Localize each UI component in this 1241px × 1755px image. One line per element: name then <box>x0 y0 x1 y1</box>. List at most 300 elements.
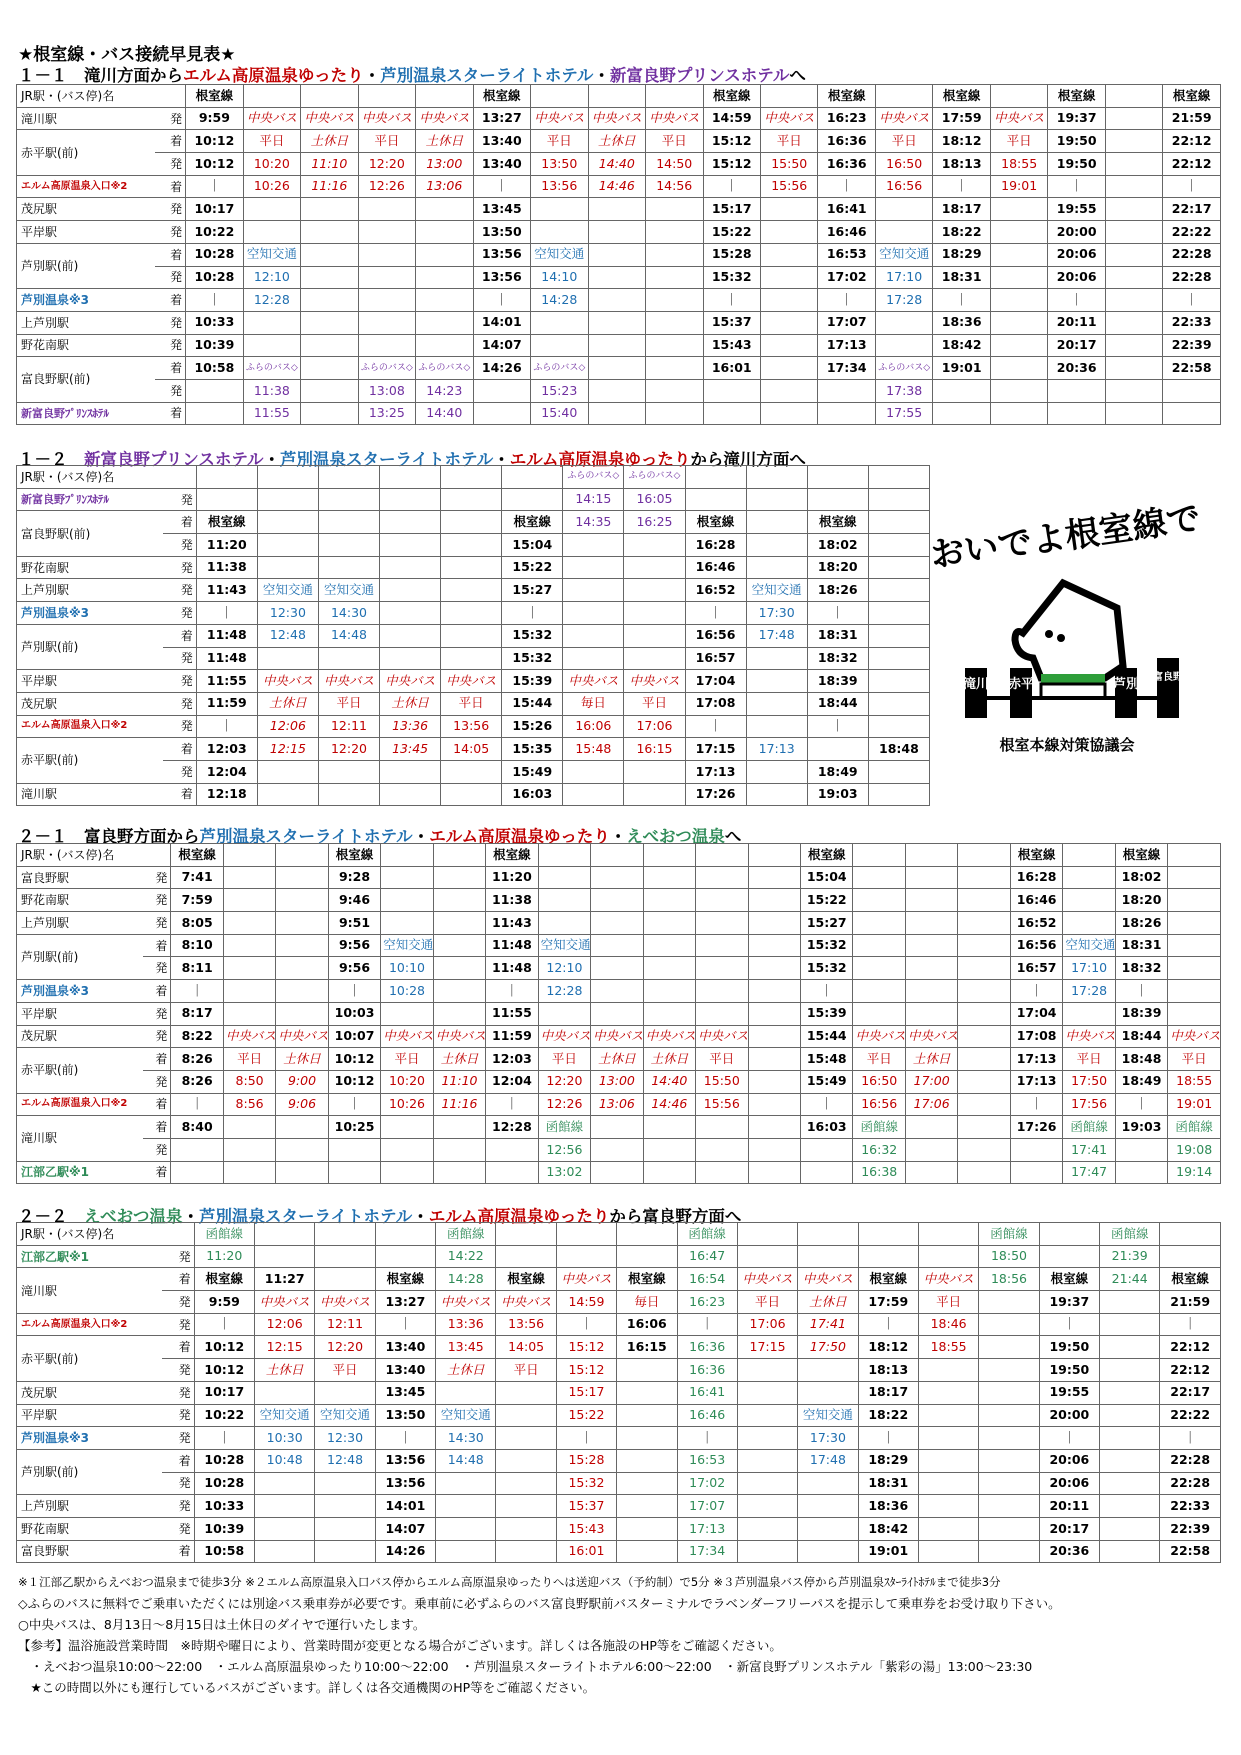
time-cell: 16:06 <box>563 715 624 738</box>
time-cell: 中央バス <box>737 1268 797 1291</box>
time-cell: 平日 <box>696 1048 748 1071</box>
time-cell: 平日 <box>381 1048 433 1071</box>
time-cell: 14:26 <box>473 357 530 380</box>
time-cell: 16:01 <box>703 357 760 380</box>
time-cell <box>1100 1495 1160 1518</box>
arr-dep-label: 着 <box>163 511 196 534</box>
time-cell: 17:34 <box>677 1540 737 1563</box>
time-cell: 18:50 <box>979 1245 1039 1268</box>
time-cell: 16:50 <box>875 153 932 176</box>
time-cell <box>1168 866 1221 889</box>
time-cell: 16:41 <box>677 1381 737 1404</box>
time-cell: 根室線 <box>801 844 853 867</box>
arr-dep-label: 発 <box>163 534 196 557</box>
time-cell: 空知交通 <box>257 579 318 602</box>
time-cell <box>358 311 415 334</box>
time-cell: 14:46 <box>588 175 645 198</box>
time-cell <box>243 311 300 334</box>
time-cell: ｜ <box>807 715 868 738</box>
time-cell <box>798 1517 858 1540</box>
time-cell <box>441 466 502 489</box>
section-suffix: へ <box>724 827 742 846</box>
time-cell: 11:38 <box>196 556 257 579</box>
time-cell <box>358 198 415 221</box>
time-cell <box>486 1161 538 1184</box>
time-cell: 18:26 <box>807 579 868 602</box>
time-cell: 10:26 <box>243 175 300 198</box>
section-sep: ・ <box>609 827 627 846</box>
time-cell: 空知交通 <box>538 934 590 957</box>
time-cell: 根室線 <box>1010 844 1062 867</box>
station-name: 赤平駅(前) <box>17 1336 162 1381</box>
time-cell <box>646 198 703 221</box>
time-cell: 17:07 <box>818 311 875 334</box>
time-cell: 16:47 <box>677 1245 737 1268</box>
time-cell: 17:08 <box>1010 1025 1062 1048</box>
footnote-line: 【参考】温浴施設営業時間 ※時期や曜日により、営業時間が変更となる場合がございます。詳しくは各施設のHP等をご確認ください。 <box>18 1638 782 1653</box>
timetable-2-1 <box>16 843 1221 1184</box>
time-cell <box>643 1138 695 1161</box>
time-cell <box>433 934 485 957</box>
time-cell <box>380 783 441 806</box>
time-cell: ｜ <box>375 1313 435 1336</box>
time-cell: 22:39 <box>1163 334 1221 357</box>
time-cell: 8:17 <box>171 1002 223 1025</box>
time-cell: 10:12 <box>328 1070 380 1093</box>
time-cell <box>1160 1245 1221 1268</box>
time-cell <box>737 1449 797 1472</box>
arr-dep-label: 着 <box>155 130 186 153</box>
time-cell <box>416 198 473 221</box>
time-cell <box>748 1093 800 1116</box>
time-cell <box>760 198 817 221</box>
time-cell: 根室線 <box>1160 1268 1221 1291</box>
time-cell: 16:52 <box>1010 912 1062 935</box>
time-cell <box>196 466 257 489</box>
time-cell <box>868 783 929 806</box>
time-cell: 15:37 <box>556 1495 616 1518</box>
time-cell: ふらのバス◇ <box>358 357 415 380</box>
time-cell: 22:12 <box>1163 153 1221 176</box>
time-cell: 22:12 <box>1163 130 1221 153</box>
time-cell <box>381 844 433 867</box>
time-cell: 16:56 <box>685 624 746 647</box>
time-cell <box>433 1161 485 1184</box>
time-cell: 14:46 <box>643 1093 695 1116</box>
time-cell: 12:20 <box>318 738 379 761</box>
timetable-1-1 <box>16 84 1221 425</box>
time-cell <box>737 1381 797 1404</box>
time-cell <box>979 1449 1039 1472</box>
time-cell: 16:36 <box>677 1336 737 1359</box>
time-cell <box>958 912 1010 935</box>
time-cell: 平日 <box>918 1291 978 1314</box>
time-cell: ｜ <box>1115 1093 1167 1116</box>
time-cell: 16:46 <box>1010 889 1062 912</box>
time-cell: ｜ <box>801 1093 853 1116</box>
time-cell <box>1063 912 1115 935</box>
time-cell: ｜ <box>818 289 875 312</box>
time-cell: 中央バス <box>380 670 441 693</box>
time-cell <box>746 488 807 511</box>
time-cell: 17:13 <box>746 738 807 761</box>
time-cell: 14:35 <box>563 511 624 534</box>
time-cell <box>1063 1002 1115 1025</box>
time-cell <box>496 1223 556 1246</box>
time-cell: 13:56 <box>473 243 530 266</box>
time-cell: 14:01 <box>473 311 530 334</box>
time-cell: ｜ <box>1039 1313 1099 1336</box>
time-cell: 中央バス <box>591 1025 643 1048</box>
arr-dep-label: 着 <box>162 1449 195 1472</box>
time-cell <box>990 221 1047 244</box>
time-cell: 10:28 <box>194 1449 254 1472</box>
time-cell: 17:28 <box>1063 980 1115 1003</box>
time-cell: 15:39 <box>502 670 563 693</box>
arr-dep-label: 着 <box>162 1540 195 1563</box>
time-cell <box>748 1002 800 1025</box>
time-cell <box>624 602 685 625</box>
time-cell: 13:25 <box>358 402 415 425</box>
time-cell <box>1100 1404 1160 1427</box>
time-cell: 10:20 <box>243 153 300 176</box>
time-cell: 13:45 <box>375 1381 435 1404</box>
time-cell: 10:12 <box>186 130 243 153</box>
time-cell <box>979 1381 1039 1404</box>
time-cell: 19:01 <box>858 1540 918 1563</box>
table-row <box>17 198 1221 221</box>
time-cell <box>807 488 868 511</box>
time-cell <box>853 889 905 912</box>
time-cell <box>875 198 932 221</box>
time-cell <box>617 1404 677 1427</box>
time-cell: 22:22 <box>1163 221 1221 244</box>
time-cell <box>748 1161 800 1184</box>
time-cell: ｜ <box>677 1313 737 1336</box>
time-cell: 中央バス <box>918 1268 978 1291</box>
time-cell: 根室線 <box>496 1268 556 1291</box>
time-cell <box>748 866 800 889</box>
time-cell <box>276 1161 328 1184</box>
time-cell <box>538 889 590 912</box>
time-cell: ｜ <box>171 980 223 1003</box>
time-cell <box>276 1138 328 1161</box>
time-cell <box>436 1540 496 1563</box>
time-cell: 15:27 <box>801 912 853 935</box>
time-cell <box>538 912 590 935</box>
time-cell: ｜ <box>328 1093 380 1116</box>
mascot-slogan: おいでよ根室線で <box>928 499 1203 575</box>
time-cell: 16:28 <box>1010 866 1062 889</box>
time-cell <box>318 511 379 534</box>
time-cell <box>556 1245 616 1268</box>
time-cell: 函館線 <box>1168 1116 1221 1139</box>
time-cell: 15:22 <box>703 221 760 244</box>
time-cell <box>276 889 328 912</box>
time-cell <box>737 1517 797 1540</box>
time-cell <box>276 934 328 957</box>
time-cell <box>858 1223 918 1246</box>
time-cell <box>643 844 695 867</box>
time-cell <box>1100 1427 1160 1450</box>
time-cell <box>318 534 379 557</box>
time-cell: 11:55 <box>486 1002 538 1025</box>
time-cell <box>748 1048 800 1071</box>
footnote-line: ※１江部乙駅からえべおつ温泉まで徒歩3分 ※２エルム高原温泉入口バス停からエルム高原温泉ゆったりへは送迎バス（予約制）で5分 ※３芦別温泉バス停から芦別温泉ｽﾀｰﾗｲﾄﾎﾃﾙまで徒歩3分 <box>18 1575 1001 1589</box>
time-cell: 土休日 <box>905 1048 957 1071</box>
time-cell: 12:30 <box>315 1427 375 1450</box>
table-row <box>17 602 930 625</box>
time-cell <box>646 221 703 244</box>
time-cell: 函館線 <box>1100 1223 1160 1246</box>
time-cell <box>1105 85 1162 108</box>
time-cell <box>798 1223 858 1246</box>
arr-dep-label: 発 <box>155 198 186 221</box>
time-cell: 中央バス <box>301 107 358 130</box>
time-cell: 中央バス <box>760 107 817 130</box>
table-row <box>17 153 1221 176</box>
table-row <box>17 1336 1221 1359</box>
time-cell <box>958 889 1010 912</box>
time-cell: 18:29 <box>933 243 990 266</box>
time-cell <box>748 934 800 957</box>
time-cell: 14:28 <box>531 289 588 312</box>
arr-dep-label: 着 <box>143 1116 171 1139</box>
arr-dep-label: 発 <box>155 334 186 357</box>
time-cell <box>979 1291 1039 1314</box>
time-cell <box>588 243 645 266</box>
time-cell: 函館線 <box>853 1116 905 1139</box>
table-row <box>17 488 930 511</box>
time-cell <box>905 912 957 935</box>
time-cell: 18:31 <box>933 266 990 289</box>
time-cell <box>760 334 817 357</box>
arr-dep-label: 発 <box>163 556 196 579</box>
time-cell: 18:20 <box>1115 889 1167 912</box>
time-cell <box>538 866 590 889</box>
time-cell <box>276 957 328 980</box>
time-cell: 空知交通 <box>381 934 433 957</box>
time-cell: 14:30 <box>436 1427 496 1450</box>
time-cell: 13:00 <box>416 153 473 176</box>
time-cell: ｜ <box>703 289 760 312</box>
time-cell: 16:56 <box>875 175 932 198</box>
arr-dep-label: 発 <box>163 670 196 693</box>
time-cell <box>563 624 624 647</box>
time-cell <box>276 980 328 1003</box>
station-name: 芦別駅(前) <box>17 934 143 979</box>
time-cell: 13:36 <box>380 715 441 738</box>
time-cell: 13:56 <box>375 1449 435 1472</box>
time-cell <box>853 912 905 935</box>
time-cell: 19:08 <box>1168 1138 1221 1161</box>
time-cell: ｜ <box>1160 1427 1221 1450</box>
time-cell <box>868 466 929 489</box>
time-cell <box>496 1404 556 1427</box>
time-cell <box>933 402 990 425</box>
time-cell <box>223 1002 275 1025</box>
time-cell: 空知交通 <box>875 243 932 266</box>
time-cell: 根室線 <box>328 844 380 867</box>
table-row <box>17 511 930 534</box>
time-cell <box>868 534 929 557</box>
time-cell: 10:10 <box>381 957 433 980</box>
station-name: 滝川駅 <box>17 783 164 806</box>
time-cell <box>441 488 502 511</box>
arr-dep-label: 発 <box>155 379 186 402</box>
time-cell <box>318 760 379 783</box>
time-cell <box>643 980 695 1003</box>
page-title: ★根室線・バス接続早見表★ <box>18 45 236 65</box>
time-cell: 22:12 <box>1160 1359 1221 1382</box>
time-cell: 13:02 <box>538 1161 590 1184</box>
time-cell <box>257 760 318 783</box>
time-cell: 22:28 <box>1160 1472 1221 1495</box>
time-cell <box>254 1472 314 1495</box>
section-place-3: エルム高原温泉ゆったり <box>509 450 691 469</box>
time-cell: ｜ <box>685 602 746 625</box>
time-cell: 20:11 <box>1039 1495 1099 1518</box>
arr-dep-label: 発 <box>162 1517 195 1540</box>
time-cell: 毎日 <box>563 692 624 715</box>
time-cell <box>905 866 957 889</box>
time-cell: 根室線 <box>858 1268 918 1291</box>
time-cell <box>223 957 275 980</box>
time-cell <box>958 1093 1010 1116</box>
time-cell <box>563 602 624 625</box>
time-cell <box>380 466 441 489</box>
time-cell: 17:02 <box>677 1472 737 1495</box>
time-cell: ｜ <box>1163 175 1221 198</box>
time-cell <box>853 844 905 867</box>
time-cell: 12:10 <box>243 266 300 289</box>
time-cell <box>646 402 703 425</box>
station-label: 富良野 <box>1153 672 1183 683</box>
section-sep: ・ <box>363 66 381 85</box>
time-cell: 16:03 <box>801 1116 853 1139</box>
time-cell <box>223 934 275 957</box>
time-cell <box>223 912 275 935</box>
arr-dep-label: 着 <box>155 357 186 380</box>
station-name: 野花南駅 <box>17 556 164 579</box>
time-cell <box>958 844 1010 867</box>
time-cell: 15:49 <box>801 1070 853 1093</box>
table-row <box>17 130 1221 153</box>
time-cell <box>380 647 441 670</box>
arr-dep-label <box>155 85 186 108</box>
time-cell <box>979 1336 1039 1359</box>
table-row <box>17 692 930 715</box>
time-cell: 17:10 <box>1063 957 1115 980</box>
time-cell: 11:16 <box>433 1093 485 1116</box>
time-cell <box>433 1002 485 1025</box>
time-cell <box>979 1495 1039 1518</box>
time-cell: ふらのバス◇ <box>563 466 624 489</box>
time-cell: 中央バス <box>1168 1025 1221 1048</box>
time-cell: 根室線 <box>818 85 875 108</box>
time-cell: 16:50 <box>853 1070 905 1093</box>
time-cell <box>257 488 318 511</box>
time-cell <box>958 934 1010 957</box>
time-cell: 根室線 <box>1048 85 1105 108</box>
station-name: 野花南駅 <box>17 889 143 912</box>
time-cell: 19:37 <box>1048 107 1105 130</box>
time-cell <box>617 1472 677 1495</box>
time-cell <box>760 221 817 244</box>
time-cell <box>1105 402 1162 425</box>
arr-dep-label: 着 <box>143 934 171 957</box>
time-cell: 13:56 <box>441 715 502 738</box>
time-cell: 18:39 <box>807 670 868 693</box>
arr-dep-label: 着 <box>155 175 186 198</box>
time-cell <box>1168 957 1221 980</box>
time-cell <box>441 534 502 557</box>
time-cell <box>276 1116 328 1139</box>
time-cell: 17:38 <box>875 379 932 402</box>
time-cell <box>696 934 748 957</box>
time-cell: ふらのバス◇ <box>624 466 685 489</box>
time-cell <box>624 556 685 579</box>
time-cell <box>243 85 300 108</box>
time-cell <box>979 1359 1039 1382</box>
section-sep: ・ <box>493 450 510 469</box>
time-cell <box>591 844 643 867</box>
time-cell: 18:13 <box>933 153 990 176</box>
arr-dep-label: 発 <box>162 1381 195 1404</box>
time-cell: 18:55 <box>918 1336 978 1359</box>
time-cell <box>703 379 760 402</box>
arr-dep-label: 発 <box>163 488 196 511</box>
table-row <box>17 624 930 647</box>
time-cell: 19:01 <box>933 357 990 380</box>
time-cell <box>990 266 1047 289</box>
time-cell <box>563 760 624 783</box>
time-cell: ｜ <box>486 980 538 1003</box>
time-cell <box>591 934 643 957</box>
time-cell: 7:59 <box>171 889 223 912</box>
time-cell <box>617 1495 677 1518</box>
time-cell: 16:05 <box>624 488 685 511</box>
time-cell: 11:59 <box>196 692 257 715</box>
table-row <box>17 980 1221 1003</box>
time-cell <box>196 488 257 511</box>
arr-dep-label: 着 <box>162 1336 195 1359</box>
time-cell: 18:49 <box>807 760 868 783</box>
time-cell: 16:41 <box>818 198 875 221</box>
station-name: 上芦別駅 <box>17 1495 162 1518</box>
time-cell <box>223 1138 275 1161</box>
time-cell: 19:03 <box>807 783 868 806</box>
time-cell: 18:26 <box>1115 912 1167 935</box>
time-cell: 8:26 <box>171 1048 223 1071</box>
time-cell: 土休日 <box>588 130 645 153</box>
time-cell: 12:48 <box>315 1449 375 1472</box>
time-cell <box>905 980 957 1003</box>
time-cell <box>1100 1449 1160 1472</box>
time-cell <box>801 1138 853 1161</box>
time-cell: 22:12 <box>1160 1336 1221 1359</box>
time-cell: 14:48 <box>318 624 379 647</box>
section-prefix: １－１ 滝川方面から <box>18 66 183 85</box>
section-prefix: １－２ <box>18 450 84 469</box>
time-cell: 17:04 <box>1010 1002 1062 1025</box>
time-cell <box>1105 221 1162 244</box>
time-cell: 18:42 <box>933 334 990 357</box>
time-cell: 14:10 <box>531 266 588 289</box>
station-name: 野花南駅 <box>17 1517 162 1540</box>
time-cell <box>436 1517 496 1540</box>
time-cell <box>1168 912 1221 935</box>
